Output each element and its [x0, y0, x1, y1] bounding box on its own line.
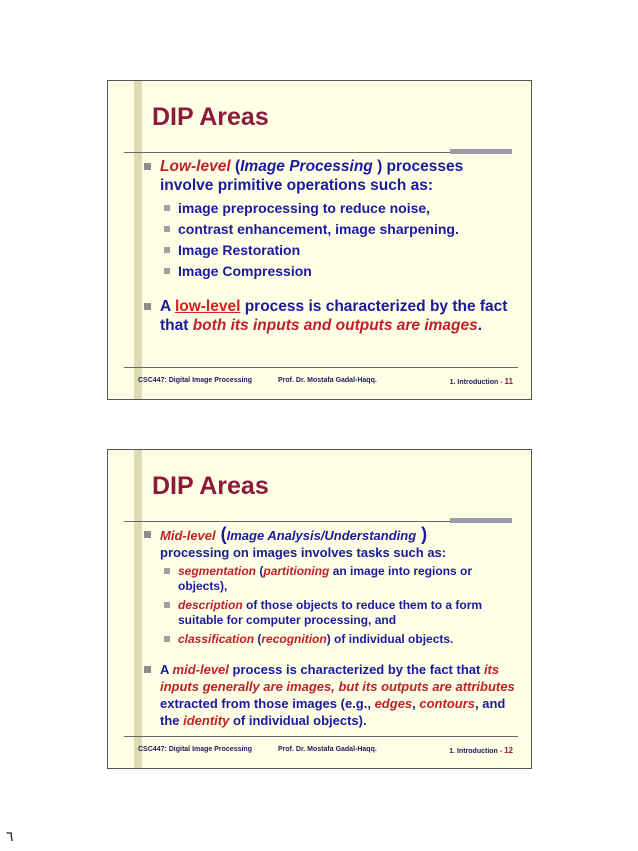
bullet-text: of individual objects). — [229, 713, 367, 728]
term-mid-level: Mid-level — [160, 528, 216, 543]
term-edges: edges — [374, 696, 413, 711]
bullet-text: , — [412, 696, 420, 711]
paren-close-text: ) processes — [372, 158, 464, 175]
footer-course: CSC447: Digital Image Processing — [138, 746, 252, 753]
footer-section: 1. Introduction - — [449, 379, 503, 386]
slide-11 — [107, 80, 532, 400]
term-inputs-outputs: both its inputs and outputs are images — [192, 317, 478, 334]
bullet-square-icon — [164, 602, 170, 608]
slide-12 — [107, 449, 532, 769]
corner-page-mark: ٦ — [6, 828, 14, 844]
title-divider-accent — [450, 518, 512, 523]
slide-content — [132, 157, 524, 335]
term-partitioning: partitioning — [263, 564, 330, 578]
bullet-mid-level — [132, 526, 524, 561]
bullet-text: processing on images involves tasks such as: — [160, 545, 447, 560]
bullet-text: . — [477, 317, 483, 334]
bullet-low-level-process — [132, 297, 524, 335]
bullet-square-icon — [164, 568, 170, 574]
term-contours: contours — [419, 696, 476, 711]
sub-item-text: of those objects to reduce them to a form suitable for computer processing, and — [178, 598, 483, 627]
bullet-square-icon — [144, 163, 151, 170]
term-identity: identity — [183, 713, 230, 728]
sub-item-text: ( — [256, 564, 264, 578]
sub-item-text: Image Compression — [178, 263, 312, 279]
bullet-square-icon — [164, 226, 170, 232]
footer-page — [450, 377, 513, 386]
sub-item-text: ) of individual objects. — [326, 632, 454, 646]
sub-item — [132, 240, 524, 261]
term-recognition: recognition — [261, 632, 327, 646]
term-description: description — [178, 598, 243, 612]
footer-professor: Prof. Dr. Mostafa Gadal-Haqq. — [278, 377, 377, 384]
term-inputs-attributes: its inputs generally are images, but its outputs are attributes — [160, 662, 515, 694]
bullet-square-icon — [164, 205, 170, 211]
bullet-square-icon — [144, 303, 151, 310]
bullet-text: A — [160, 298, 175, 315]
bullet-text: extracted from those images (e.g., — [160, 696, 375, 711]
slide-title: DIP Areas — [152, 472, 269, 500]
bullet-text: process is characterized by the fact that — [160, 298, 508, 334]
bullet-square-icon — [164, 636, 170, 642]
sub-item — [132, 564, 524, 594]
bullet-square-icon — [164, 268, 170, 274]
term-low-level: Low-level — [160, 158, 231, 175]
term-classification: classification — [178, 632, 255, 646]
term-low-level-underlined: low-level — [174, 298, 241, 315]
sub-item — [132, 261, 524, 282]
sub-item-text: contrast enhancement, image sharpening. — [178, 221, 459, 237]
footer-divider — [124, 736, 518, 737]
title-divider-accent — [450, 149, 512, 154]
slide-content — [132, 526, 524, 729]
page-number: 12 — [504, 746, 513, 755]
paren-open: ( — [215, 524, 227, 544]
bullet-text: involve primitive operations such as: — [160, 177, 434, 194]
sub-item-text: an image into regions or objects), — [178, 564, 473, 593]
footer-section: 1. Introduction - — [449, 748, 503, 755]
footer-divider — [124, 367, 518, 368]
term-image-processing: Image Processing — [240, 158, 373, 175]
sub-item — [132, 598, 524, 628]
paren-close: ) — [416, 524, 428, 544]
footer-professor: Prof. Dr. Mostafa Gadal-Haqq. — [278, 746, 377, 753]
sub-item — [132, 632, 524, 647]
bullet-square-icon — [144, 666, 151, 673]
term-segmentation: segmentation — [178, 564, 257, 578]
term-mid-level: mid-level — [172, 662, 229, 677]
bullet-low-level — [132, 157, 524, 195]
paren-open: ( — [230, 158, 241, 175]
sub-item-text: image preprocessing to reduce noise, — [178, 200, 431, 216]
bullet-mid-level-process — [132, 661, 524, 729]
sub-item-text: Image Restoration — [178, 242, 301, 258]
bullet-text: A — [160, 662, 173, 677]
term-image-analysis: Image Analysis/Understanding — [226, 528, 417, 543]
sub-item — [132, 198, 524, 219]
slide-title: DIP Areas — [152, 103, 269, 131]
bullet-square-icon — [144, 531, 151, 538]
footer-page — [449, 746, 513, 755]
page-number: 11 — [504, 377, 513, 386]
footer-course: CSC447: Digital Image Processing — [138, 377, 252, 384]
bullet-square-icon — [164, 247, 170, 253]
sub-item — [132, 219, 524, 240]
sub-item-text: ( — [254, 632, 262, 646]
bullet-text: , and the — [160, 696, 506, 728]
bullet-text: process is characterized by the fact that — [228, 662, 484, 677]
